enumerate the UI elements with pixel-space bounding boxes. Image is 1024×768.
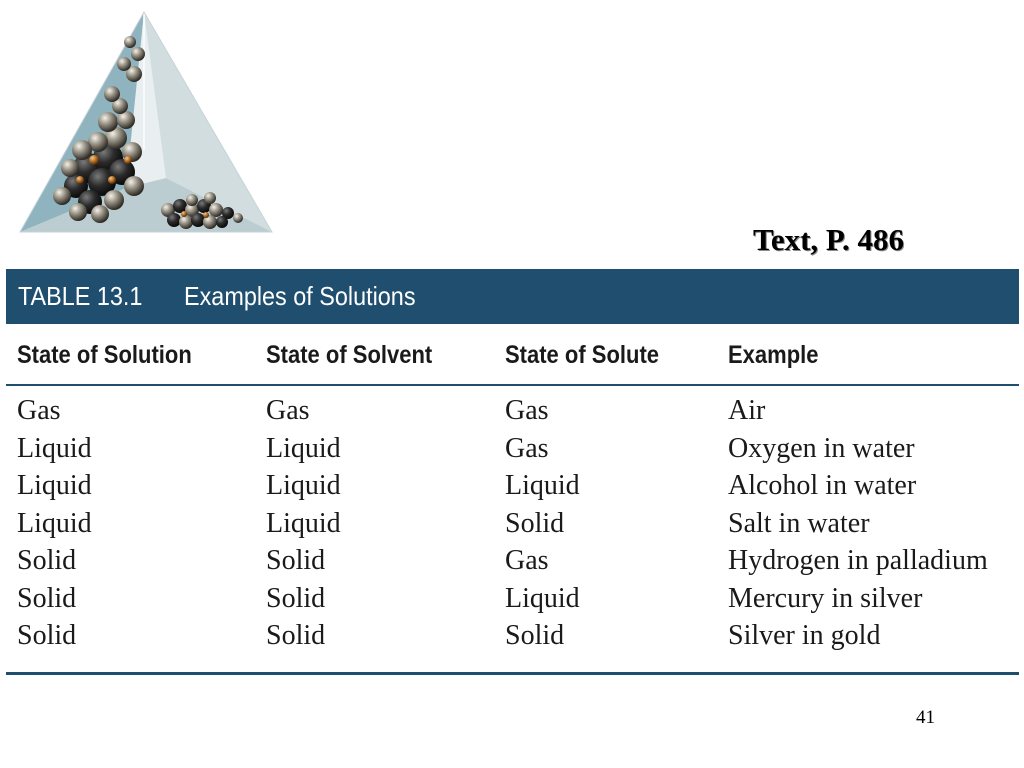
- column-header-state-of-solvent: State of Solvent: [266, 341, 433, 369]
- cell-state-of-solution: Solid: [17, 620, 77, 651]
- column-header-state-of-solution: State of Solution: [17, 341, 192, 369]
- table-caption-banner: [6, 269, 1019, 324]
- cell-example: Salt in water: [728, 507, 870, 539]
- cell-state-of-solute: Solid: [505, 507, 565, 539]
- cell-state-of-solvent: Liquid: [266, 507, 341, 539]
- cell-state-of-solute: Solid: [505, 620, 565, 651]
- cell-state-of-solution: Solid: [17, 582, 77, 614]
- cell-state-of-solute: Gas: [505, 545, 549, 576]
- cell-state-of-solution: Gas: [17, 395, 61, 426]
- table-row: [6, 468, 1019, 506]
- cell-state-of-solution: Solid: [17, 545, 77, 576]
- table-body: [6, 393, 1019, 656]
- cell-state-of-solvent: Gas: [266, 395, 310, 426]
- table-row: [6, 393, 1019, 431]
- cell-example: Hydrogen in palladium: [728, 545, 988, 576]
- cell-state-of-solute: Gas: [505, 432, 549, 464]
- table-number: TABLE 13.1: [18, 281, 143, 311]
- table-title: Examples of Solutions: [184, 281, 416, 311]
- cell-state-of-solvent: Solid: [266, 582, 326, 614]
- cell-example: Oxygen in water: [728, 432, 915, 464]
- cell-example: Alcohol in water: [728, 470, 917, 501]
- cell-state-of-solvent: Liquid: [266, 470, 341, 501]
- cell-example: Mercury in silver: [728, 582, 923, 614]
- cell-state-of-solvent: Solid: [266, 545, 326, 576]
- cell-state-of-solution: Liquid: [17, 507, 92, 539]
- cell-state-of-solute: Liquid: [505, 582, 580, 614]
- table-row: [6, 618, 1019, 656]
- table-row: [6, 506, 1019, 544]
- text-page-reference: Text, P. 486: [753, 222, 905, 257]
- table-row: [6, 581, 1019, 619]
- cell-state-of-solvent: Liquid: [266, 432, 341, 464]
- table-header-row: [6, 326, 1019, 386]
- table-row: [6, 543, 1019, 581]
- column-header-example: Example: [728, 341, 819, 369]
- cell-state-of-solute: Liquid: [505, 470, 580, 501]
- page-number: 41: [916, 707, 935, 728]
- table-row: [6, 431, 1019, 469]
- cell-state-of-solution: Liquid: [17, 470, 92, 501]
- molecule-prism-illustration: [16, 10, 274, 236]
- cell-state-of-solvent: Solid: [266, 620, 326, 651]
- column-header-state-of-solute: State of Solute: [505, 341, 660, 369]
- cell-state-of-solution: Liquid: [17, 432, 92, 464]
- table-bottom-rule: [6, 672, 1019, 675]
- cell-example: Silver in gold: [728, 620, 881, 651]
- cell-state-of-solute: Gas: [505, 395, 549, 426]
- cell-example: Air: [728, 395, 766, 426]
